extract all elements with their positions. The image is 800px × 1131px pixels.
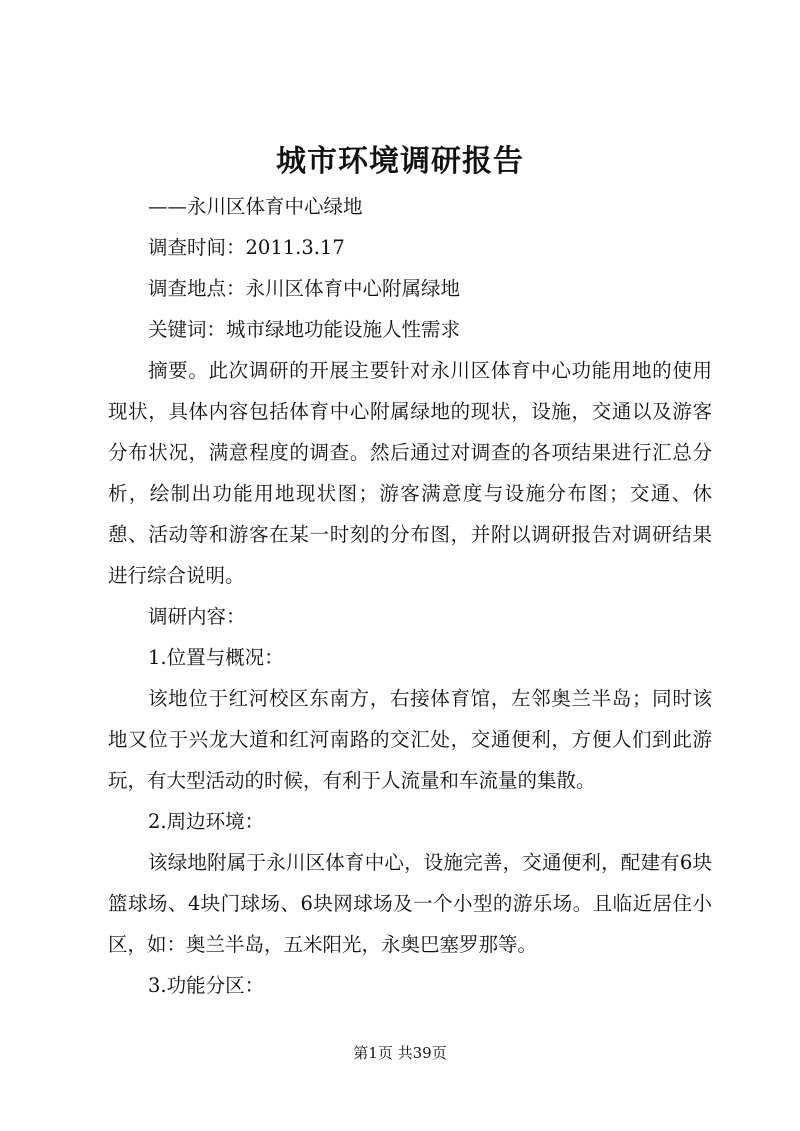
page-number-footer: 第1页 共39页 (353, 1044, 447, 1062)
section-3-heading: 3.功能分区： (148, 974, 265, 997)
section-2-heading: 2.周边环境： (148, 810, 265, 833)
section-1-paragraph: 该地位于红河校区东南方，右接体育馆，左邻奥兰半岛；同时该地又位于兴龙大道和红河南路的交汇处，交通便利，方便人们到此游玩，有大型活动的时候，有利于人流量和车流量的集散。 (108, 687, 712, 792)
abstract-paragraph: 摘要。此次调研的开展主要针对永川区体育中心功能用地的使用现状，具体内容包括体育中心附属绿地的现状，设施，交通以及游客分布状况，满意程度的调查。然后通过对调查的各项结果进行汇总分析，绘制出功能用地现状图；游客满意度与设施分布图；交通、休憩、活动等和游客在某一时刻的分布图，并附以调研报告对调研结果进行综合说明。 (108, 359, 712, 587)
document-subtitle: ——永川区体育中心绿地 (148, 195, 363, 218)
content-heading: 调研内容： (148, 605, 246, 628)
survey-date: 调查时间：2011.3.17 (148, 236, 345, 259)
section-2-paragraph: 该绿地附属于永川区体育中心，设施完善，交通便利，配建有6块篮球场、4块门球场、6块网球场及一个小型的游乐场。且临近居住小区，如：奥兰半岛，五米阳光，永奥巴塞罗那等。 (108, 851, 712, 956)
document-body (108, 186, 712, 1006)
section-1-heading: 1.位置与概况： (148, 646, 284, 669)
keywords: 关键词：城市绿地功能设施人性需求 (148, 318, 461, 341)
document-title: 城市环境调研报告 (276, 144, 524, 179)
survey-location: 调查地点：永川区体育中心附属绿地 (148, 277, 461, 300)
